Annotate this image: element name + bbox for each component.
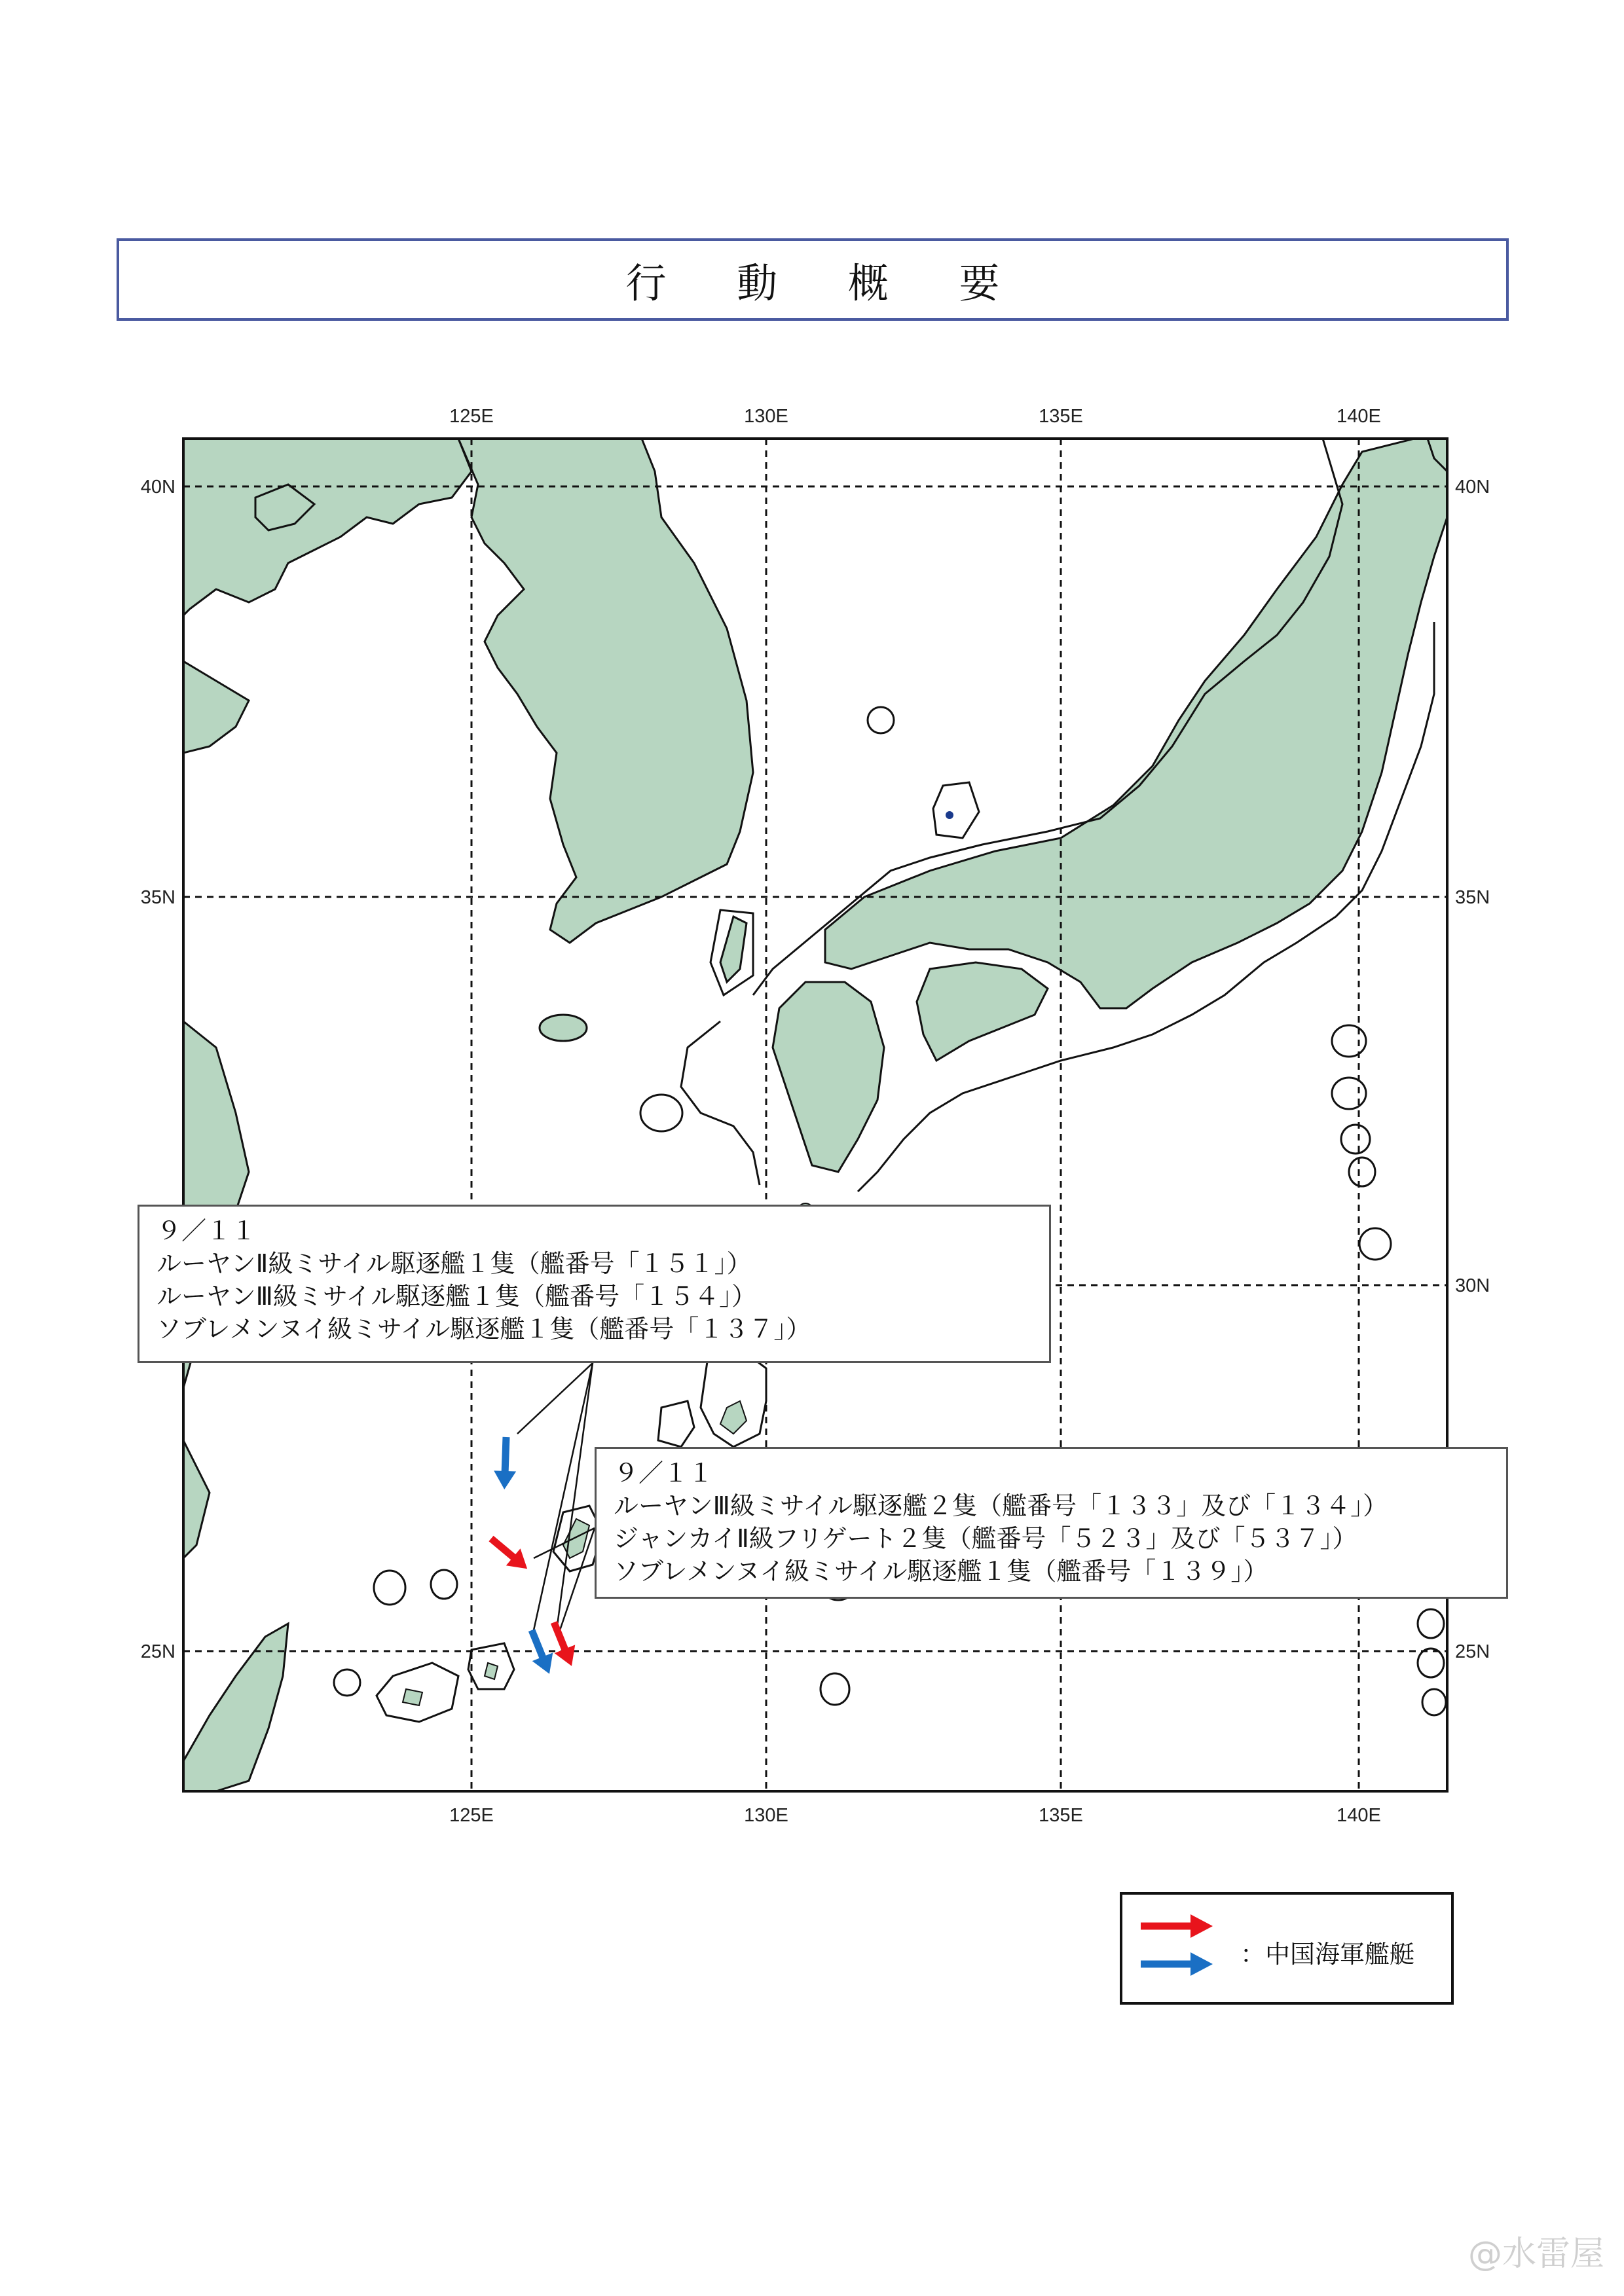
lat-label-right: 35N [1455,887,1490,908]
island-outline [1359,1228,1391,1260]
legend-label: ：中国海軍艦艇 [1240,1940,1415,1969]
leader-line [534,1363,593,1630]
lon-label-top: 135E [1039,406,1083,427]
island-outline [1341,1125,1370,1154]
red-arrow-icon [484,1530,534,1577]
korea-land [458,439,753,943]
kyushu-land [773,982,884,1172]
callout-date: ９／１１ [614,1459,714,1487]
china-coast-south-land [183,1440,210,1558]
island-outline [374,1571,405,1605]
lat-label-left: 35N [140,887,175,908]
island-outline [1418,1609,1444,1638]
legend [1120,1892,1454,2005]
lon-label-bottom: 135E [1039,1805,1083,1826]
legend-arrows [1122,1895,1253,1999]
ship-entry: ジャンカイⅡ級フリゲート２隻（艦番号「５２３」及び「５３７」） [614,1524,1357,1553]
lat-label-right: 25N [1455,1641,1490,1662]
taiwan-land [183,1624,288,1791]
blue-arrow-icon [1141,1952,1213,1976]
page-title: 行 動 概 要 [625,259,1029,307]
island-outline [868,707,894,733]
ship-entry: ルーヤンⅡ級ミサイル駆逐艦１隻（艦番号「１５１」） [157,1249,752,1278]
ship-entry: ソブレメンヌイ級ミサイル駆逐艦１隻（艦番号「１３７」） [157,1315,811,1343]
leader-line [517,1363,593,1434]
jeju-land [540,1015,587,1041]
island-outline [640,1095,682,1131]
kyushu-west-outline [681,1021,760,1185]
island-outline [1418,1649,1444,1677]
island-outline [1349,1157,1375,1186]
shikoku-land [917,962,1048,1061]
amami-land [720,1401,747,1434]
lat-label-right: 40N [1455,477,1490,498]
island-outline [1332,1025,1366,1057]
island-outline [334,1669,360,1696]
ship-entry: ルーヤンⅢ級ミサイル駆逐艦２隻（艦番号「１３３」及び「１３４」） [614,1491,1388,1520]
lon-label-bottom: 130E [744,1805,788,1826]
island [946,811,953,819]
lat-label-right: 30N [1455,1275,1490,1296]
ship-group-callout [595,1447,1508,1599]
honshu-land [825,439,1447,1008]
tsushima-land [720,917,747,982]
lon-label-bottom: 125E [449,1805,494,1826]
island-outline [1422,1689,1446,1715]
ship-arrows [484,1436,582,1678]
watermark: @水雷屋 [1467,2234,1604,2274]
lon-label-bottom: 140E [1337,1805,1381,1826]
lon-label-top: 130E [744,406,788,427]
leader-line [557,1363,593,1630]
china-land [183,439,471,615]
ship-entry: ソブレメンヌイ級ミサイル駆逐艦１隻（艦番号「１３９」） [614,1557,1268,1586]
island-outline [821,1673,849,1705]
shandong-land [183,661,249,753]
lon-label-top: 140E [1337,406,1381,427]
ishigaki-land [403,1689,422,1705]
nansei-outline [658,1401,694,1447]
leader-lines [517,1363,595,1630]
lat-label-left: 25N [140,1641,175,1662]
callout-date: ９／１１ [157,1216,257,1245]
lat-label-left: 40N [140,477,175,498]
blue-arrow-icon [493,1436,517,1489]
ship-group-callout [138,1205,1051,1363]
lon-label-top: 125E [449,406,494,427]
island-outline [1332,1078,1366,1109]
miyako-land [485,1663,498,1679]
island-outline [933,782,979,838]
ship-entry: ルーヤンⅢ級ミサイル駆逐艦１隻（艦番号「１５４」） [157,1282,757,1311]
red-arrow-icon [1141,1914,1213,1938]
island-outline [431,1570,457,1599]
